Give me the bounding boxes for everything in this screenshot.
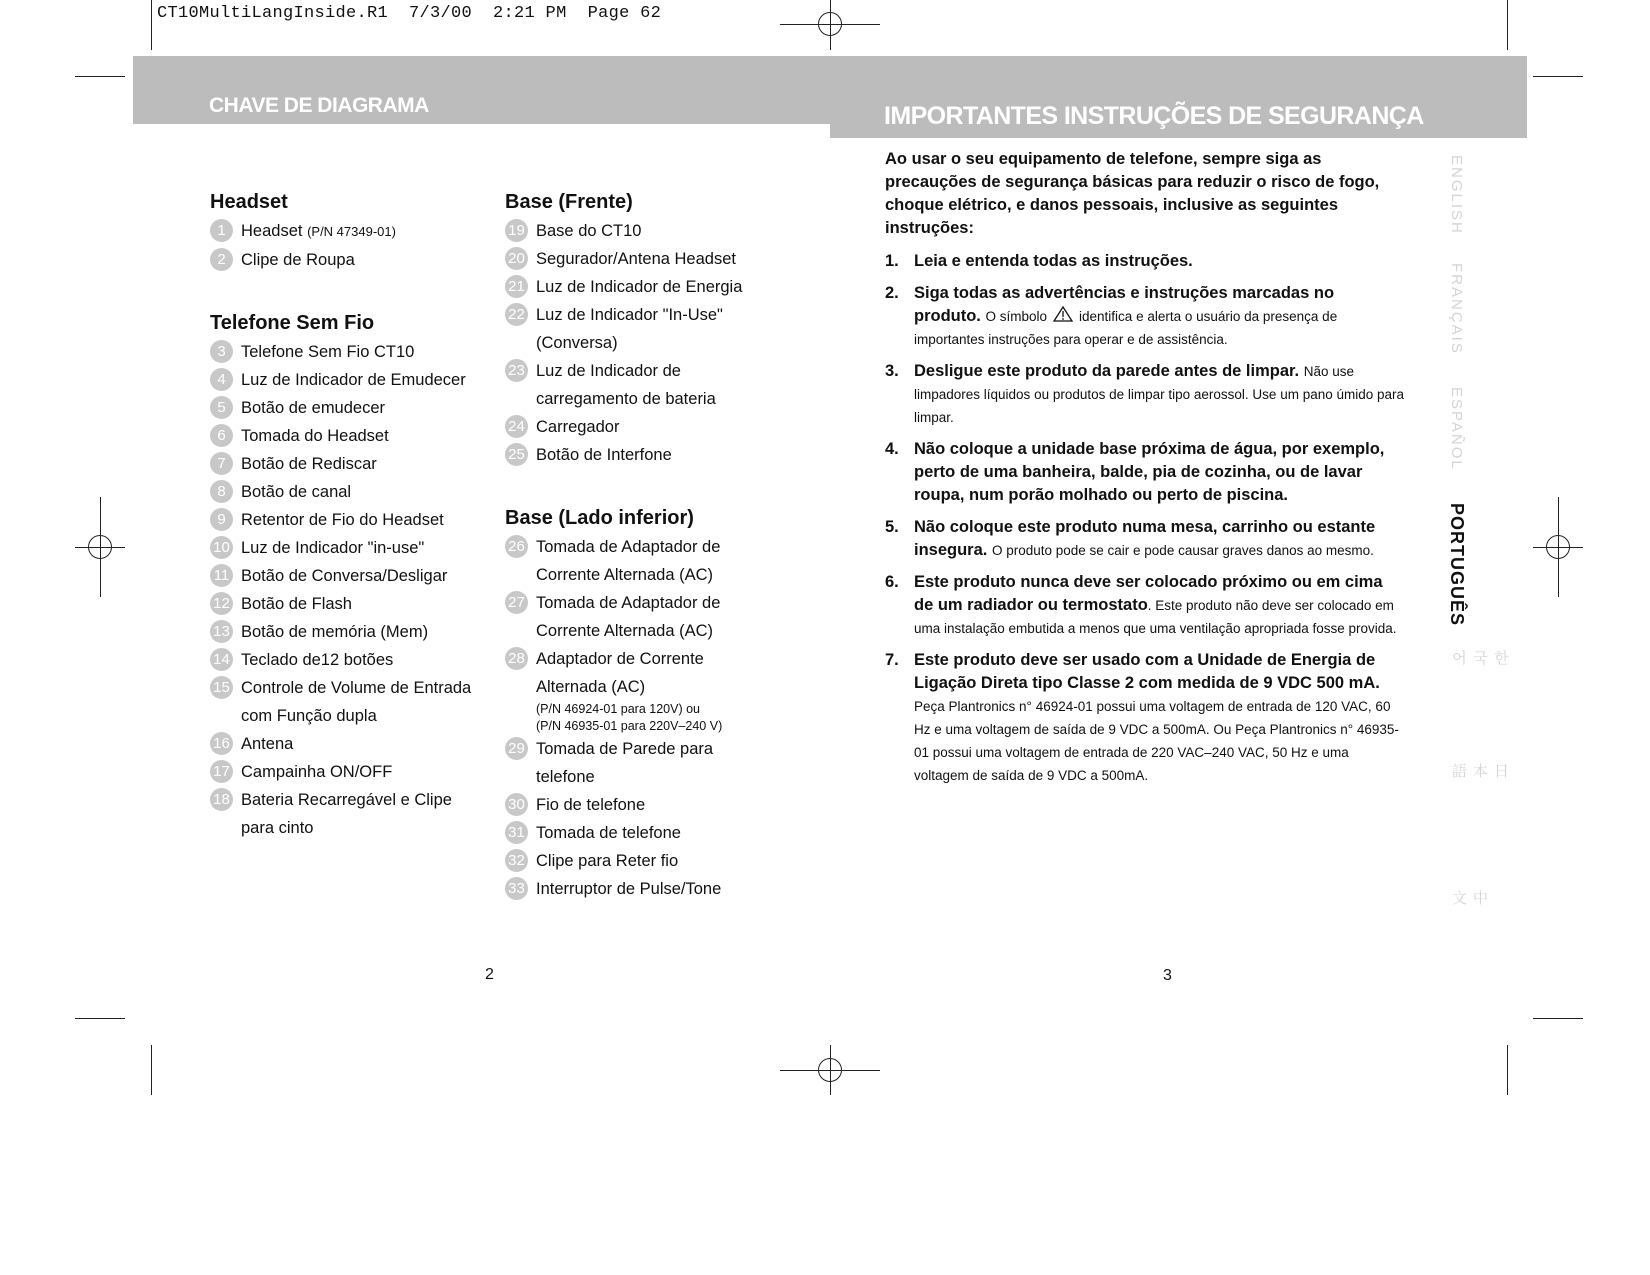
item-number-badge: 31 bbox=[505, 821, 528, 844]
language-tab: PORTUGUÊS bbox=[1447, 503, 1467, 627]
item-number-badge: 12 bbox=[210, 592, 233, 615]
rule-bold-text: Este produto deve ser usado com a Unidade de Energia de Ligação Direta tipo Classe 2 com medida de 9 VDC 500 mA. bbox=[914, 651, 1380, 692]
part-number-note: (P/N 46924-01 para 120V) ou bbox=[536, 702, 700, 716]
diagram-key-column-1 bbox=[210, 187, 490, 842]
item-number-badge: 19 bbox=[505, 219, 528, 242]
diagram-key-item bbox=[210, 246, 490, 274]
item-text: Clipe de Roupa bbox=[241, 251, 355, 269]
item-label bbox=[536, 357, 776, 413]
item-number-badge: 3 bbox=[210, 340, 233, 363]
item-text: Carregador bbox=[536, 418, 620, 436]
item-label bbox=[536, 819, 776, 847]
rule-bold-text: Este produto nunca deve ser colocado próximo ou em cima de um radiador ou termostato bbox=[914, 573, 1383, 614]
rule-number: 5. bbox=[885, 518, 899, 536]
diagram-key-column-2 bbox=[505, 187, 795, 903]
item-text: Tomada de Adaptador de Corrente Alternada (AC) bbox=[536, 538, 721, 584]
rule-detail-text: Não use limpadores líquidos ou produtos de limpar tipo aerossol. Use um pano úmido para limpar. bbox=[914, 364, 1405, 425]
item-label bbox=[241, 618, 481, 646]
diagram-key-item bbox=[505, 301, 795, 357]
item-text: Botão de memória (Mem) bbox=[241, 623, 429, 641]
left-page-banner bbox=[133, 56, 830, 124]
rule-body bbox=[914, 649, 1405, 787]
item-number-badge: 13 bbox=[210, 620, 233, 643]
item-label bbox=[241, 562, 481, 590]
safety-intro: Ao usar o seu equipamento de telefone, sempre siga as precauções de segurança básicas para reduzir o risco de fogo, choque elétrico, e danos pessoais, inclusive as seguintes instruções: bbox=[885, 150, 1380, 237]
rule-body bbox=[914, 438, 1405, 507]
item-number-badge: 24 bbox=[505, 415, 528, 438]
right-page-number: 3 bbox=[1163, 967, 1172, 984]
rule-detail-text: . Este produto não deve ser colocado em uma instalação embutida a menos que uma ventilação apropriada fosse provida. bbox=[914, 598, 1397, 636]
item-text: Luz de Indicador de carregamento de bateria bbox=[536, 362, 716, 408]
slug-line: CT10MultiLangInside.R1 7/3/00 2:21 PM Page 62 bbox=[157, 4, 662, 23]
diagram-key-item bbox=[505, 791, 795, 819]
item-number-badge: 6 bbox=[210, 424, 233, 447]
item-text: Antena bbox=[241, 735, 294, 753]
left-page-number: 2 bbox=[485, 966, 494, 983]
safety-instructions bbox=[885, 148, 1405, 796]
item-number-badge: 7 bbox=[210, 452, 233, 475]
safety-rule bbox=[885, 571, 1405, 640]
part-number-note: (P/N 46935-01 para 220V–240 V) bbox=[536, 719, 723, 733]
item-label bbox=[536, 791, 776, 819]
diagram-key-item bbox=[505, 847, 795, 875]
item-text: Luz de Indicador de Emudecer bbox=[241, 371, 466, 389]
diagram-key-item bbox=[210, 674, 490, 730]
item-number-badge: 15 bbox=[210, 676, 233, 699]
section-title: Base (Frente) bbox=[505, 191, 633, 213]
item-label bbox=[536, 413, 776, 441]
rule-body bbox=[914, 516, 1405, 562]
item-number-badge: 4 bbox=[210, 368, 233, 391]
safety-rule bbox=[885, 516, 1405, 562]
item-number-badge: 10 bbox=[210, 536, 233, 559]
left-page-title: CHAVE DE DIAGRAMA bbox=[209, 94, 429, 117]
item-text: Teclado de12 botões bbox=[241, 651, 394, 669]
rule-number: 6. bbox=[885, 573, 899, 591]
diagram-key-item bbox=[210, 646, 490, 674]
diagram-key-item bbox=[210, 534, 490, 562]
diagram-key-item bbox=[505, 413, 795, 441]
diagram-key-item bbox=[505, 589, 795, 645]
item-text: Telefone Sem Fio CT10 bbox=[241, 343, 415, 361]
rule-body bbox=[914, 360, 1405, 429]
diagram-key-item bbox=[505, 735, 795, 791]
diagram-key-item bbox=[505, 875, 795, 903]
diagram-key-item bbox=[210, 590, 490, 618]
item-label bbox=[241, 394, 481, 422]
item-text: Clipe para Reter fio bbox=[536, 852, 679, 870]
section-title: Base (Lado inferior) bbox=[505, 507, 694, 529]
item-number-badge: 18 bbox=[210, 788, 233, 811]
language-tab: ENGLISH bbox=[1448, 155, 1465, 235]
item-label bbox=[536, 533, 776, 589]
item-number-badge: 30 bbox=[505, 793, 528, 816]
language-tab: FRANÇAIS bbox=[1448, 263, 1465, 355]
item-text: Tomada de Parede para telefone bbox=[536, 740, 714, 786]
diagram-key-item bbox=[505, 217, 795, 245]
item-number-badge: 14 bbox=[210, 648, 233, 671]
safety-rule bbox=[885, 438, 1405, 507]
diagram-key-item bbox=[210, 422, 490, 450]
diagram-key-item bbox=[210, 217, 490, 246]
diagram-key-item bbox=[210, 730, 490, 758]
item-label bbox=[241, 590, 481, 618]
item-label bbox=[241, 786, 481, 842]
item-number-badge: 33 bbox=[505, 877, 528, 900]
section-title: Telefone Sem Fio bbox=[210, 312, 375, 334]
diagram-key-item bbox=[210, 758, 490, 786]
diagram-key-item bbox=[210, 450, 490, 478]
item-text: Headset bbox=[241, 222, 303, 240]
item-label bbox=[241, 646, 481, 674]
item-label bbox=[241, 506, 481, 534]
item-label bbox=[536, 245, 776, 273]
item-label bbox=[241, 534, 481, 562]
item-text: Luz de Indicador "In-Use" (Conversa) bbox=[536, 306, 723, 352]
language-tab: 한국어 bbox=[1450, 650, 1509, 667]
diagram-key-item bbox=[210, 786, 490, 842]
item-label bbox=[241, 246, 481, 274]
item-text: Luz de Indicador de Energia bbox=[536, 278, 743, 296]
diagram-key-item bbox=[505, 819, 795, 847]
rule-body bbox=[914, 571, 1405, 640]
diagram-key-item bbox=[505, 273, 795, 301]
item-text: Fio de telefone bbox=[536, 796, 646, 814]
diagram-key-item bbox=[210, 338, 490, 366]
item-number-badge: 20 bbox=[505, 247, 528, 270]
rule-detail-text: identifica e alerta o usuário da presença de importantes instruções para operar e de assistência. bbox=[914, 309, 1338, 347]
item-text: Tomada de telefone bbox=[536, 824, 681, 842]
item-text: Botão de Rediscar bbox=[241, 455, 377, 473]
diagram-key-item bbox=[505, 441, 795, 469]
item-label bbox=[536, 735, 776, 791]
part-number: (P/N 47349-01) bbox=[307, 224, 396, 239]
item-number-badge: 5 bbox=[210, 396, 233, 419]
item-number-badge: 21 bbox=[505, 275, 528, 298]
language-tab: 中文 bbox=[1450, 890, 1488, 907]
safety-rules-list bbox=[885, 250, 1405, 787]
item-text: Tomada do Headset bbox=[241, 427, 389, 445]
item-label bbox=[536, 301, 776, 357]
item-number-badge: 8 bbox=[210, 480, 233, 503]
item-text: Botão de Interfone bbox=[536, 446, 672, 464]
item-label bbox=[241, 338, 481, 366]
warning-triangle-icon bbox=[1053, 306, 1073, 322]
safety-rule bbox=[885, 282, 1405, 351]
section-title: Headset bbox=[210, 191, 288, 213]
item-number-badge: 26 bbox=[505, 535, 528, 558]
diagram-key-item bbox=[210, 366, 490, 394]
language-tab: 日本語 bbox=[1450, 763, 1509, 780]
item-number-badge: 27 bbox=[505, 591, 528, 614]
item-text: Botão de canal bbox=[241, 483, 352, 501]
item-label bbox=[241, 478, 481, 506]
diagram-key-item bbox=[210, 394, 490, 422]
diagram-key-item bbox=[210, 562, 490, 590]
rule-detail-prefix: O símbolo bbox=[985, 309, 1048, 324]
item-label bbox=[241, 217, 481, 246]
rule-number: 3. bbox=[885, 362, 899, 380]
rule-number: 7. bbox=[885, 651, 899, 669]
item-text: Interruptor de Pulse/Tone bbox=[536, 880, 722, 898]
item-number-badge: 28 bbox=[505, 647, 528, 670]
item-label bbox=[241, 422, 481, 450]
right-page-banner bbox=[830, 56, 1527, 138]
item-label bbox=[241, 450, 481, 478]
item-number-badge: 32 bbox=[505, 849, 528, 872]
item-label bbox=[241, 758, 481, 786]
diagram-key-item bbox=[505, 245, 795, 273]
rule-number: 4. bbox=[885, 440, 899, 458]
rule-bold-text: Siga todas as advertências e instruções marcadas no produto. bbox=[914, 284, 1335, 325]
rule-bold-text: Não coloque este produto numa mesa, carrinho ou estante insegura. bbox=[914, 518, 1376, 559]
item-number-badge: 9 bbox=[210, 508, 233, 531]
item-label bbox=[536, 217, 776, 245]
item-text: Retentor de Fio do Headset bbox=[241, 511, 444, 529]
item-number-badge: 11 bbox=[210, 564, 233, 587]
item-number-badge: 2 bbox=[210, 248, 233, 271]
item-label bbox=[536, 645, 776, 701]
item-number-badge: 23 bbox=[505, 359, 528, 382]
item-text: Adaptador de Corrente Alternada (AC) bbox=[536, 650, 704, 696]
item-number-badge: 1 bbox=[210, 219, 233, 242]
item-number-badge: 29 bbox=[505, 737, 528, 760]
item-label bbox=[241, 674, 481, 730]
item-text: Luz de Indicador "in-use" bbox=[241, 539, 425, 557]
safety-rule bbox=[885, 649, 1405, 787]
diagram-key-item bbox=[210, 506, 490, 534]
item-label bbox=[241, 366, 481, 394]
rule-detail-text: Peça Plantronics n° 46924-01 possui uma voltagem de entrada de 120 VAC, 60 Hz e uma voltagem de saída de 9 VDC a 500mA. Ou Peça Plantronics n° 46935-01 possui uma voltagem de entrada de 220 VAC–240 VAC, 50 Hz e uma voltagem de saída de 9 VDC a 500mA. bbox=[914, 699, 1399, 783]
item-text: Botão de Flash bbox=[241, 595, 352, 613]
item-text: Campainha ON/OFF bbox=[241, 763, 393, 781]
item-label bbox=[536, 441, 776, 469]
item-number-badge: 16 bbox=[210, 732, 233, 755]
item-label bbox=[536, 589, 776, 645]
rule-bold-text: Não coloque a unidade base próxima de água, por exemplo, perto de uma banheira, balde, pia de cozinha, ou de lavar roupa, num porão molhado ou perto de piscina. bbox=[914, 440, 1385, 504]
item-text: Bateria Recarregável e Clipe para cinto bbox=[241, 791, 452, 837]
rule-body bbox=[914, 282, 1405, 351]
diagram-key-item bbox=[505, 357, 795, 413]
diagram-key-item bbox=[210, 618, 490, 646]
diagram-key-item bbox=[210, 478, 490, 506]
rule-bold-text: Desligue este produto da parede antes de limpar. bbox=[914, 362, 1300, 380]
item-label bbox=[536, 273, 776, 301]
item-label bbox=[536, 847, 776, 875]
rule-number: 1. bbox=[885, 252, 899, 270]
rule-bold-text: Leia e entenda todas as instruções. bbox=[914, 252, 1193, 270]
item-label bbox=[241, 730, 481, 758]
rule-body bbox=[914, 250, 1405, 273]
item-label bbox=[536, 875, 776, 903]
diagram-key-item bbox=[505, 645, 795, 701]
rule-number: 2. bbox=[885, 284, 899, 302]
language-tab: ESPAÑOL bbox=[1448, 387, 1465, 471]
item-text: Botão de Conversa/Desligar bbox=[241, 567, 448, 585]
rule-detail-text: O produto pode se cair e pode causar graves danos ao mesmo. bbox=[991, 543, 1374, 558]
item-text: Controle de Volume de Entrada com Função dupla bbox=[241, 679, 472, 725]
safety-rule bbox=[885, 250, 1405, 273]
right-page-title: IMPORTANTES INSTRUÇÕES DE SEGURANÇA bbox=[884, 102, 1424, 130]
item-text: Base do CT10 bbox=[536, 222, 642, 240]
item-number-badge: 25 bbox=[505, 443, 528, 466]
item-number-badge: 17 bbox=[210, 760, 233, 783]
item-text: Botão de emudecer bbox=[241, 399, 386, 417]
item-text: Segurador/Antena Headset bbox=[536, 250, 736, 268]
diagram-key-item bbox=[505, 533, 795, 589]
safety-rule bbox=[885, 360, 1405, 429]
item-text: Tomada de Adaptador de Corrente Alternada (AC) bbox=[536, 594, 721, 640]
item-number-badge: 22 bbox=[505, 303, 528, 326]
